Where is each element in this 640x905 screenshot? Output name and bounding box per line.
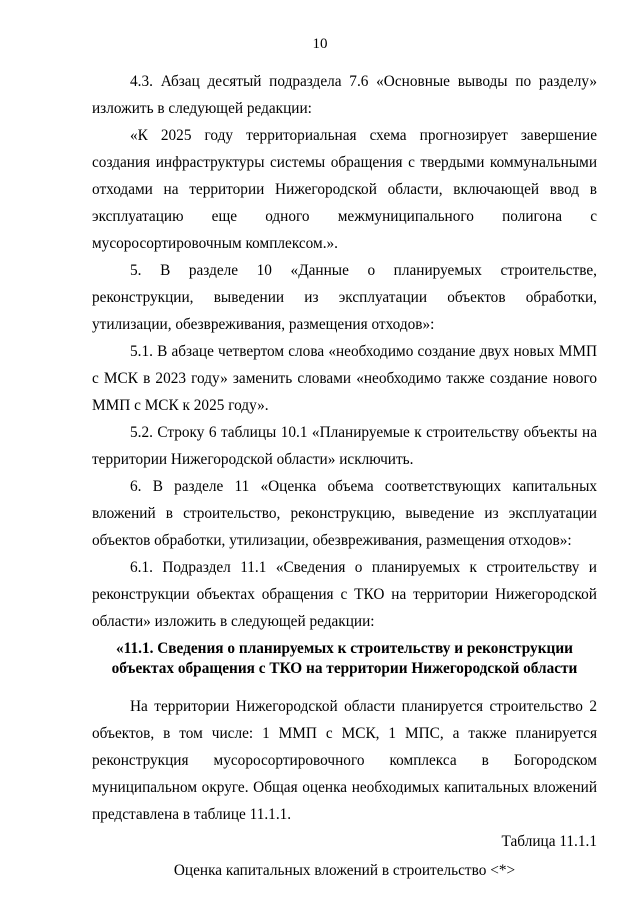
paragraph-6: 6. В разделе 11 «Оценка объема соответствующих капитальных вложений в строительство, реконструкцию, выведение из эксплуатации объектов обработки, утилизации, обезвреживания, размещения отходов»:	[92, 478, 597, 549]
paragraph-5-1: 5.1. В абзаце четвертом слова «необходимо создание двух новых ММП с МСК в 2023 году» заменить словами «необходимо также создание нового ММП с МСК к 2025 году».	[92, 343, 597, 414]
section-heading-line-1: «11.1. Сведения о планируемых к строительству и реконструкции	[116, 640, 573, 657]
document-body	[92, 68, 597, 884]
page-number: 10	[312, 36, 328, 52]
table-title: Оценка капитальных вложений в строительство <*>	[173, 862, 516, 879]
table-label: Таблица 11.1.1	[501, 833, 597, 850]
paragraph-4-3: 4.3. Абзац десятый подраздела 7.6 «Основные выводы по разделу» изложить в следующей редакции:	[92, 73, 597, 117]
paragraph-construction-plan: На территории Нижегородской области планируется строительство 2 объектов, в том числе: 1 ММП с МСК, 1 МПС, а также планируется реконструкция мусоросортировочного комплекса в Богородском муниципальном округе. Общая оценка необходимых капитальных вложений представлена в таблице 11.1.1.	[92, 698, 597, 823]
paragraph-5-2: 5.2. Строку 6 таблицы 10.1 «Планируемые к строительству объекты на территории Нижегородской области» исключить.	[92, 424, 597, 468]
paragraph-5: 5. В разделе 10 «Данные о планируемых строительстве, реконструкции, выведении из эксплуатации объектов обработки, утилизации, обезвреживания, размещения отходов»:	[92, 262, 597, 333]
paragraph-quote-2025: «К 2025 году территориальная схема прогнозирует завершение создания инфраструктуры системы обращения с твердыми коммунальными отходами на территории Нижегородской области, включающей ввод в эксплуатацию еще одного межмуниципального полигона с мусоросортировочным комплексом.».	[92, 127, 597, 252]
section-heading-11-1	[92, 639, 597, 679]
section-heading-line-2: объектах обращения с ТКО на территории Нижегородской области	[111, 660, 578, 677]
paragraph-6-1: 6.1. Подраздел 11.1 «Сведения о планируемых к строительству и реконструкции объектах обращения с ТКО на территории Нижегородской области» изложить в следующей редакции:	[92, 559, 597, 630]
